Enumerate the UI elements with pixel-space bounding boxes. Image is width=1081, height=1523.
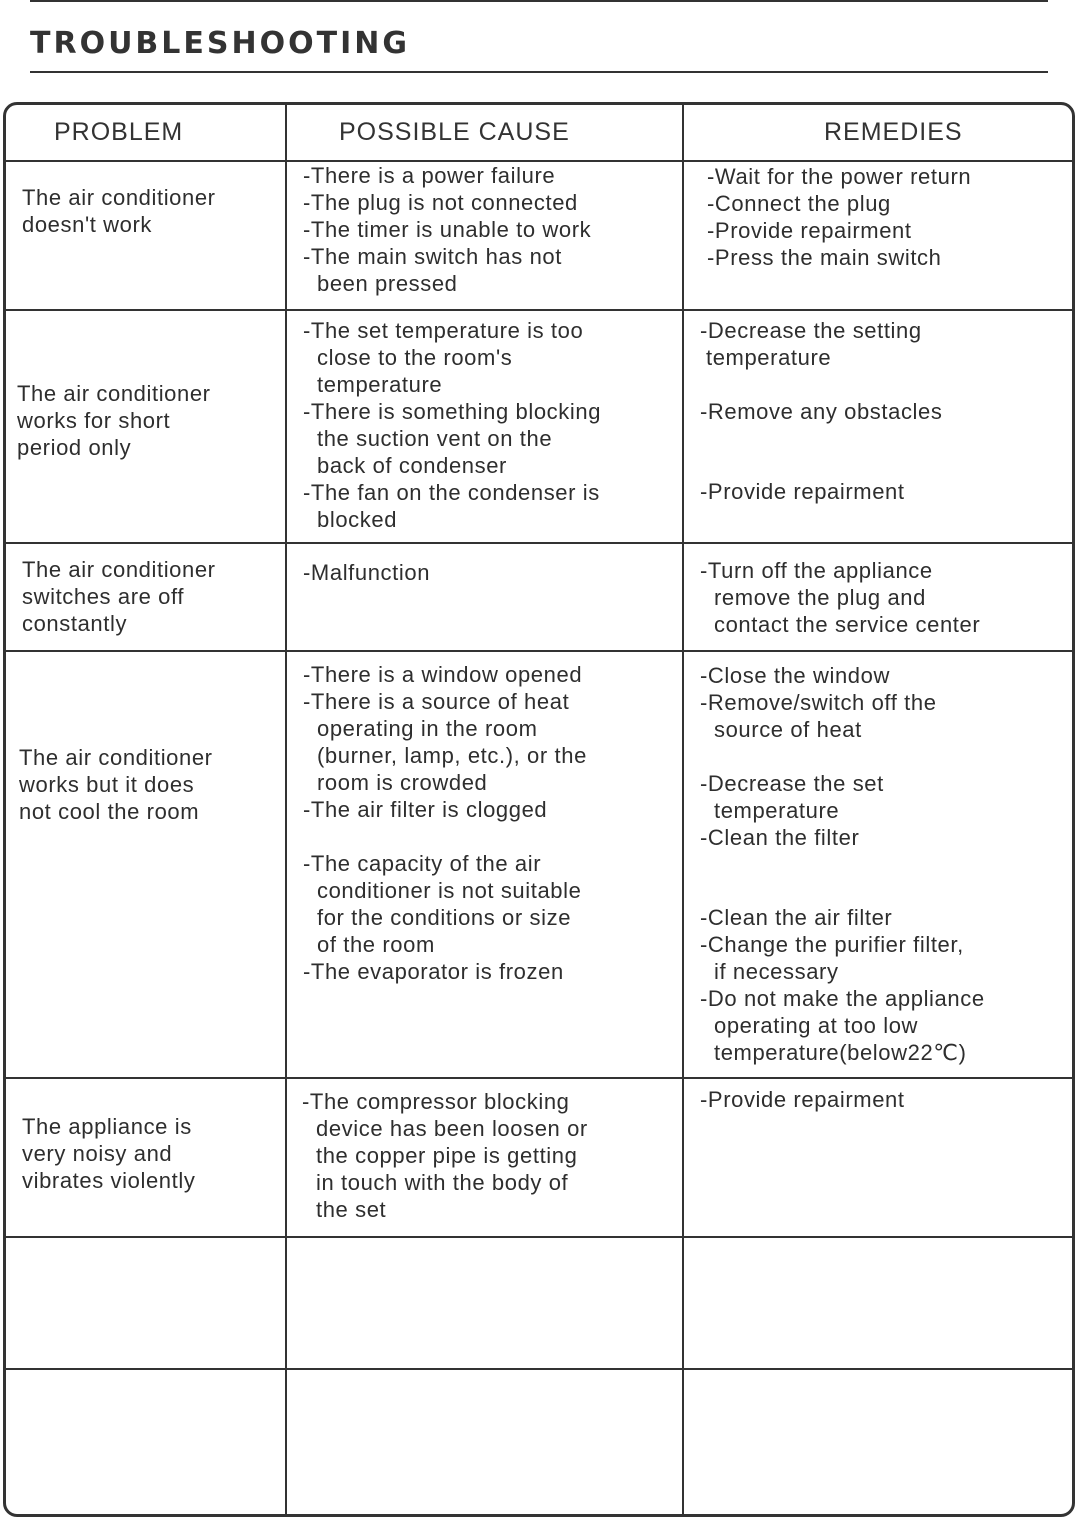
problem-line: very noisy and [22, 1141, 173, 1166]
cause-line: -The fan on the condenser is [303, 480, 600, 505]
remedy-line: -Clean the filter [700, 825, 860, 850]
problem-line: switches are off [22, 584, 185, 609]
header-problem: PROBLEM [54, 118, 184, 146]
cause-line: the set [316, 1197, 387, 1222]
remedy-line: contact the service center [714, 612, 981, 637]
remedy-line: -Change the purifier filter, [700, 932, 964, 957]
problem-line: works but it does [19, 772, 195, 797]
cause-line: -There is a window opened [303, 662, 583, 687]
remedy-line: temperature(below22℃) [714, 1040, 967, 1065]
remedy-line: -Provide repairment [700, 1087, 905, 1112]
cause-line: for the conditions or size [317, 905, 572, 930]
remedy-line: -Close the window [700, 663, 890, 688]
remedy-line: -Remove/switch off the [700, 690, 937, 715]
cause-line: -The timer is unable to work [303, 217, 592, 242]
remedy-line: -Wait for the power return [707, 164, 972, 189]
cause-line: -The set temperature is too [303, 318, 584, 343]
cause-line: temperature [317, 372, 443, 397]
cause-line: in touch with the body of [316, 1170, 569, 1195]
remedy-line: temperature [706, 345, 832, 370]
remedy-line: -Provide repairment [700, 479, 905, 504]
problem-line: vibrates violently [22, 1168, 196, 1193]
remedy-line: -Press the main switch [707, 245, 942, 270]
cause-line: the suction vent on the [317, 426, 553, 451]
remedy-line: -Decrease the setting [700, 318, 922, 343]
remedy-line: -Provide repairment [707, 218, 912, 243]
spacer [700, 371, 942, 398]
problem-cell [19, 744, 213, 825]
remedies-cell [700, 317, 942, 505]
remedy-line: -Connect the plug [707, 191, 891, 216]
top-rule [30, 0, 1048, 2]
cause-line: -There is something blocking [303, 399, 602, 424]
cause-line: back of condenser [317, 453, 507, 478]
cause-line: -The compressor blocking [302, 1089, 570, 1114]
cause-line: been pressed [317, 271, 458, 296]
cause-line: of the room [317, 932, 435, 957]
problem-line: The air conditioner [22, 185, 216, 210]
row-divider [6, 1077, 1072, 1079]
remedies-cell [700, 557, 980, 638]
cause-line: -The main switch has not [303, 244, 562, 269]
title-underline [30, 71, 1048, 73]
cause-line: -The capacity of the air [303, 851, 542, 876]
cause-line: -Malfunction [303, 560, 431, 585]
spacer [700, 878, 985, 904]
remedy-line: operating at too low [714, 1013, 919, 1038]
row-divider [6, 1236, 1072, 1238]
remedies-cell [700, 662, 985, 1066]
column-divider-remedies [682, 105, 684, 1514]
problem-line: doesn't work [22, 212, 153, 237]
cause-line: -There is a power failure [303, 163, 556, 188]
spacer [700, 425, 942, 452]
problem-line: The appliance is [22, 1114, 192, 1139]
cause-line: (burner, lamp, etc.), or the [317, 743, 587, 768]
problem-line: not cool the room [19, 799, 200, 824]
spacer [700, 851, 985, 878]
cause-cell [302, 1088, 588, 1223]
cause-cell [303, 559, 430, 586]
cause-cell [303, 317, 601, 533]
row-divider [6, 1368, 1072, 1370]
troubleshooting-table [3, 102, 1075, 1517]
row-divider [6, 542, 1072, 544]
remedy-line: if necessary [714, 959, 839, 984]
cause-line: operating in the room [317, 716, 538, 741]
problem-line: The air conditioner [22, 557, 216, 582]
cause-line: room is crowded [317, 770, 488, 795]
remedies-cell [707, 163, 971, 271]
remedy-line: -Remove any obstacles [700, 399, 943, 424]
remedy-line: -Turn off the appliance [700, 558, 933, 583]
problem-cell [22, 556, 216, 637]
cause-line: -The plug is not connected [303, 190, 578, 215]
row-divider [6, 309, 1072, 311]
remedy-line: -Decrease the set [700, 771, 884, 796]
header-possible-cause: POSSIBLE CAUSE [339, 118, 570, 146]
page-title: TROUBLESHOOTING [30, 26, 410, 61]
cause-line: the copper pipe is getting [316, 1143, 578, 1168]
problem-cell [22, 184, 216, 238]
remedies-cell [700, 1086, 905, 1113]
cause-line: blocked [317, 507, 398, 532]
problem-line: constantly [22, 611, 128, 636]
problem-line: works for short [17, 408, 171, 433]
cause-line: -The evaporator is frozen [303, 959, 564, 984]
problem-cell [17, 380, 211, 461]
cause-line: device has been loosen or [316, 1116, 588, 1141]
cause-line: conditioner is not suitable [317, 878, 582, 903]
row-divider [6, 650, 1072, 652]
header-remedies: REMEDIES [824, 118, 963, 146]
problem-line: period only [17, 435, 132, 460]
cause-cell [303, 162, 591, 297]
problem-cell [22, 1113, 195, 1194]
problem-line: The air conditioner [17, 381, 211, 406]
cause-line: -There is a source of heat [303, 689, 570, 714]
remedy-line: source of heat [714, 717, 862, 742]
column-divider-cause [285, 105, 287, 1514]
spacer [700, 743, 985, 770]
spacer [700, 452, 942, 478]
spacer [303, 823, 587, 850]
remedy-line: remove the plug and [714, 585, 926, 610]
remedy-line: -Do not make the appliance [700, 986, 985, 1011]
cause-line: -The air filter is clogged [303, 797, 548, 822]
problem-line: The air conditioner [19, 745, 213, 770]
remedy-line: -Clean the air filter [700, 905, 893, 930]
cause-line: close to the room's [317, 345, 513, 370]
cause-cell [303, 661, 587, 985]
remedy-line: temperature [714, 798, 840, 823]
